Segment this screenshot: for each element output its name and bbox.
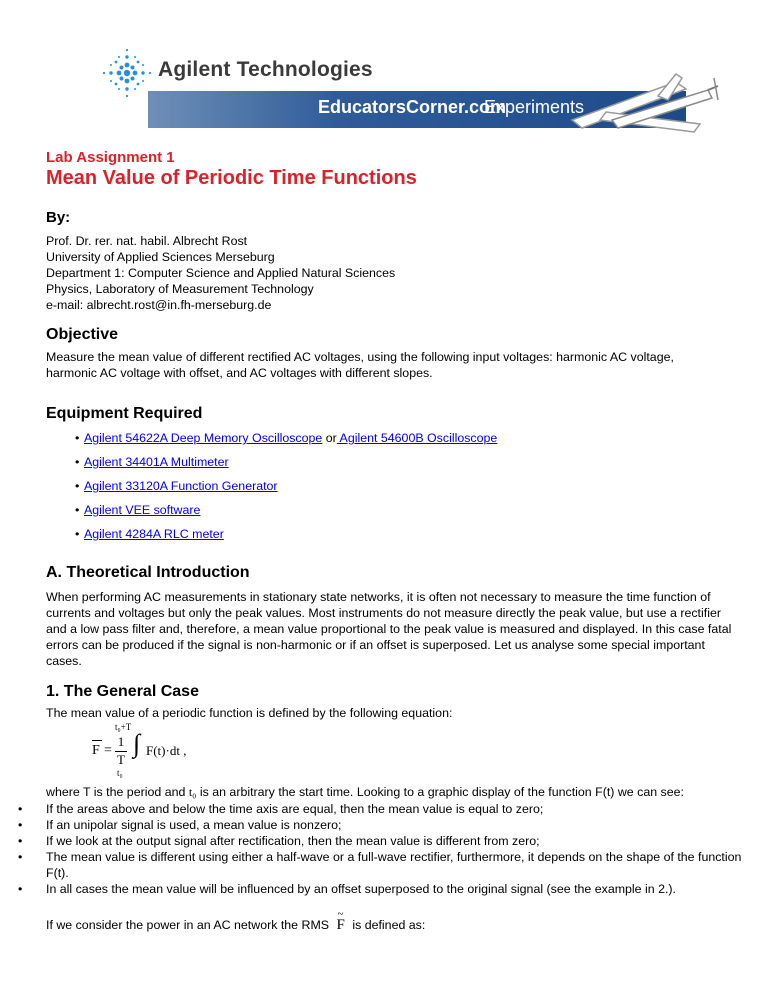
author-department: Department 1: Computer Science and Applied Natural Sciences	[46, 266, 396, 280]
equipment-heading: Equipment Required	[46, 405, 203, 422]
bullet-icon: •	[18, 882, 23, 896]
author-laboratory: Physics, Laboratory of Measurement Technology	[46, 282, 314, 296]
bullet-icon: •	[18, 802, 23, 816]
list-item: • In all cases the mean value will be influenced by an offset superposed to the original signal (see the example in 2.).	[18, 882, 677, 896]
bullet-icon: •	[75, 479, 80, 493]
formula-integrand: F(t)·dt ,	[146, 743, 187, 758]
list-item	[75, 503, 497, 527]
header-banner	[0, 0, 768, 140]
author-block	[46, 233, 395, 313]
link-rlc-meter[interactable]: Agilent 4284A RLC meter	[84, 527, 224, 541]
t0-symbol: t₀	[188, 785, 197, 799]
link-oscilloscope-54622a[interactable]: Agilent 54622A Deep Memory Oscilloscope	[84, 431, 323, 445]
section-a-text: When performing AC measurements in stationary state networks, it is often not necessary to measure the time function of currents and voltages but only the peak values. Most instruments do not measure directly the peak value, but use a rectifier and a low pass filter and, therefore, a mean value proportional to the peak value is measured and displayed. In this case fatal errors can be produced if the signal is non-harmonic or if an offset is superposed. Let us analyse some special important cases.	[46, 590, 732, 668]
rms-definition-line: If we consider the power in an AC network the RMS ~ F is defined as:	[46, 908, 426, 933]
objective-text: Measure the mean value of different rectified AC voltages, using the following input voltages: harmonic AC voltage, harmonic AC voltage with offset, and AC voltages with different slopes.	[46, 350, 674, 380]
lab-assignment-label: Lab Assignment 1	[46, 149, 175, 166]
author-university: University of Applied Sciences Merseburg	[46, 250, 275, 264]
section-1-heading: 1. The General Case	[46, 683, 199, 700]
bullet-icon: •	[75, 455, 80, 469]
brand-name: Agilent Technologies	[158, 58, 373, 81]
formula-denominator: T	[117, 752, 125, 767]
author-name: Prof. Dr. rer. nat. habil. Albrecht Rost	[46, 234, 248, 248]
page-title: Mean Value of Periodic Time Functions	[46, 167, 417, 189]
formula-lhs: F	[92, 743, 100, 759]
or-text: or	[325, 431, 337, 445]
section-name: Experiments	[484, 97, 585, 117]
overline-bar	[92, 740, 102, 741]
section-a-heading: A. Theoretical Introduction	[46, 564, 250, 581]
bullet-icon: •	[75, 431, 80, 445]
link-oscilloscope-54600b[interactable]: Agilent 54600B Oscilloscope	[336, 431, 498, 445]
bullet-icon: •	[18, 850, 23, 864]
bullet-icon: •	[18, 834, 23, 848]
link-function-generator[interactable]: Agilent 33120A Function Generator	[84, 479, 278, 493]
observation-list	[18, 801, 748, 897]
list-item: • If an unipolar signal is used, a mean value is nonzero;	[18, 818, 342, 832]
list-item	[75, 479, 497, 503]
author-email: e-mail: albrecht.rost@in.fh-merseburg.de	[46, 298, 272, 312]
list-item: • If we look at the output signal after rectification, then the mean value is different from zero;	[18, 834, 540, 848]
list-item	[75, 455, 497, 479]
list-item: • If the areas above and below the time axis are equal, then the mean value is equal to zero;	[18, 802, 544, 816]
formula-numerator: 1	[117, 734, 125, 749]
list-item	[75, 431, 497, 455]
list-item: • The mean value is different using either a half-wave or a full-wave rectifier, furthermore, it depends on the shape of the function F(t).	[18, 850, 742, 880]
equals-sign: =	[104, 743, 112, 758]
bullet-icon: •	[75, 527, 80, 541]
list-item	[75, 527, 497, 551]
integral-sign-icon: ∫	[133, 729, 141, 758]
where-text: where T is the period and t₀ is an arbitrary the start time. Looking to a graphic display of the function F(t) we can see:	[46, 785, 684, 799]
formula-lower-limit: t₀	[117, 768, 123, 778]
equipment-list	[75, 431, 497, 551]
bullet-icon: •	[18, 818, 23, 832]
rms-symbol: ~ F	[336, 908, 345, 933]
link-multimeter[interactable]: Agilent 34401A Multimeter	[84, 455, 229, 469]
section-1-intro: The mean value of a periodic function is defined by the following equation:	[46, 706, 453, 720]
site-name: EducatorsCorner.com	[318, 97, 507, 117]
by-heading: By:	[46, 209, 71, 226]
bullet-icon: •	[75, 503, 80, 517]
mean-value-formula	[86, 722, 226, 782]
formula-upper-limit: t₀+T	[115, 722, 132, 732]
airplane-illustration-icon	[558, 62, 728, 140]
link-vee-software[interactable]: Agilent VEE software	[84, 503, 201, 517]
tilde-mark-icon: ~	[337, 908, 344, 920]
agilent-spark-logo-icon	[100, 46, 154, 100]
objective-heading: Objective	[46, 326, 119, 343]
